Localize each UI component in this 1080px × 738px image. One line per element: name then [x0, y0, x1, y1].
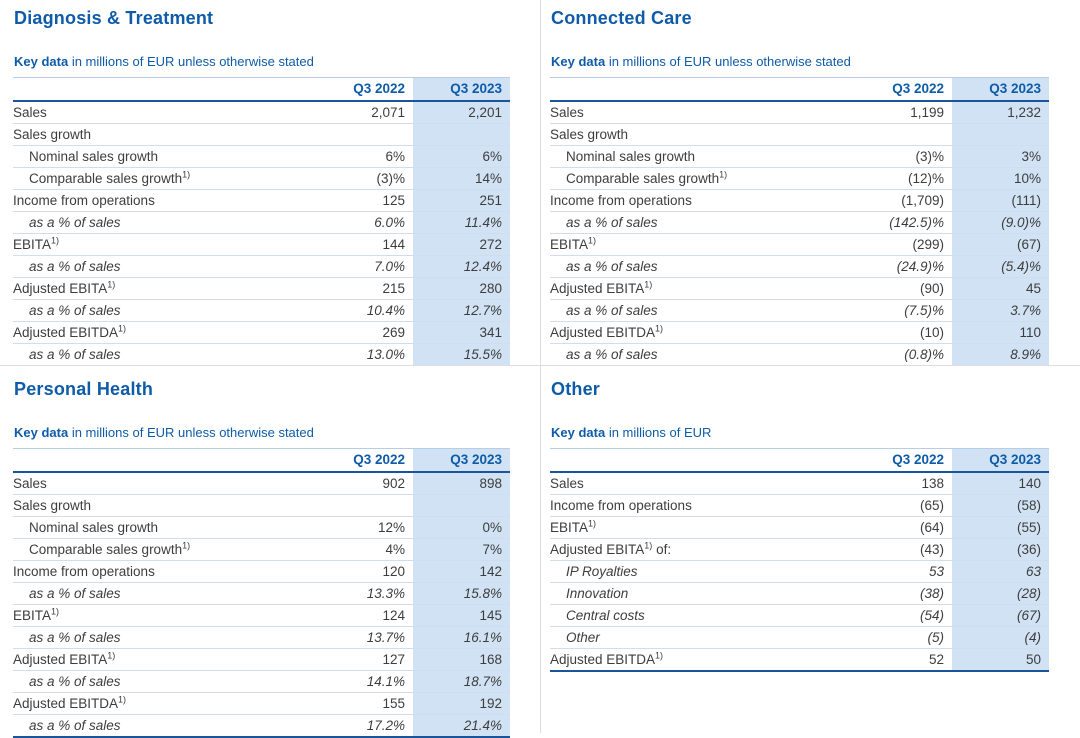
value-q3-2023: 192	[413, 693, 510, 715]
label-column-header	[13, 78, 325, 102]
key-data-caption	[551, 54, 1049, 69]
row-label: Nominal sales growth	[13, 146, 325, 168]
value-q3-2022: (64)	[864, 517, 952, 539]
table-row	[550, 561, 1049, 583]
value-q3-2023: 280	[413, 278, 510, 300]
value-q3-2022: (24.9)%	[864, 256, 952, 278]
key-data-units: in millions of EUR unless otherwise stated	[68, 54, 314, 69]
value-q3-2022: (3)%	[864, 146, 952, 168]
footnote-marker: 1)	[51, 235, 60, 246]
table-row	[13, 124, 510, 146]
value-q3-2022: 144	[325, 234, 413, 256]
row-label: as a % of sales	[13, 300, 325, 322]
row-label: IP Royalties	[550, 561, 864, 583]
label-column-header	[13, 449, 325, 473]
value-q3-2023: 145	[413, 605, 510, 627]
section-title: Other	[551, 379, 601, 399]
value-q3-2023: (67)	[952, 605, 1049, 627]
value-q3-2022: (12)%	[864, 168, 952, 190]
key-data-table	[550, 77, 1049, 367]
value-q3-2022	[325, 124, 413, 146]
table-row	[13, 561, 510, 583]
value-q3-2023: (55)	[952, 517, 1049, 539]
value-q3-2022: (90)	[864, 278, 952, 300]
key-data-units: in millions of EUR unless otherwise stated	[605, 54, 851, 69]
footnote-marker: 1)	[107, 650, 116, 661]
table-row	[550, 583, 1049, 605]
value-q3-2023: 110	[952, 322, 1049, 344]
value-q3-2023: 45	[952, 278, 1049, 300]
row-label: Sales growth	[550, 124, 864, 146]
row-label: Comparable sales growth$^{1)}$	[550, 168, 864, 190]
footnote-marker: 1)	[118, 323, 127, 334]
value-q3-2022: (142.5)%	[864, 212, 952, 234]
table-row	[13, 168, 510, 190]
value-q3-2022: 52	[864, 649, 952, 672]
table-row	[13, 190, 510, 212]
value-q3-2023: 10%	[952, 168, 1049, 190]
value-q3-2023: 341	[413, 322, 510, 344]
value-q3-2022: (65)	[864, 495, 952, 517]
table-row	[13, 539, 510, 561]
value-q3-2022	[325, 495, 413, 517]
key-data-table	[550, 448, 1049, 672]
value-q3-2022: 138	[864, 472, 952, 495]
row-label: Adjusted EBITA$^{1)}$	[13, 649, 325, 671]
row-label: Income from operations	[550, 495, 864, 517]
table-row	[550, 278, 1049, 300]
row-label: EBITA$^{1)}$	[13, 234, 325, 256]
row-label: EBITA$^{1)}$	[550, 517, 864, 539]
value-q3-2022: 10.4%	[325, 300, 413, 322]
value-q3-2023: 21.4%	[413, 715, 510, 738]
key-data-caption	[14, 425, 510, 440]
value-q3-2023: 3.7%	[952, 300, 1049, 322]
value-q3-2022	[864, 124, 952, 146]
value-q3-2023: 7%	[413, 539, 510, 561]
row-label: Adjusted EBITDA$^{1)}$	[13, 693, 325, 715]
key-data-table	[13, 448, 510, 738]
footnote-marker: 1)	[51, 606, 60, 617]
table-row	[13, 583, 510, 605]
table-row	[550, 605, 1049, 627]
value-q3-2022: 215	[325, 278, 413, 300]
footnote-marker: 1)	[182, 169, 191, 180]
key-data-units: in millions of EUR unless otherwise stated	[68, 425, 314, 440]
row-label: as a % of sales	[13, 627, 325, 649]
row-label: Nominal sales growth	[13, 517, 325, 539]
footnote-marker: 1)	[644, 279, 653, 290]
value-q3-2022: (299)	[864, 234, 952, 256]
value-q3-2022: 13.3%	[325, 583, 413, 605]
key-data-label: Key data	[551, 54, 606, 69]
row-label: EBITA$^{1)}$	[13, 605, 325, 627]
row-label: as a % of sales	[550, 212, 864, 234]
value-q3-2022: (7.5)%	[864, 300, 952, 322]
value-q3-2023: 50	[952, 649, 1049, 672]
table-row	[550, 322, 1049, 344]
column-header-q3-2022: Q3 2022	[864, 78, 952, 102]
table-row	[13, 344, 510, 367]
table-row	[550, 212, 1049, 234]
footnote-marker: 1)	[588, 518, 597, 529]
value-q3-2022: (38)	[864, 583, 952, 605]
table-row	[550, 234, 1049, 256]
value-q3-2022: 1,199	[864, 101, 952, 124]
footnote-marker: 1)	[107, 279, 116, 290]
row-label: Sales	[550, 472, 864, 495]
key-data-label: Key data	[551, 425, 606, 440]
key-data-table	[13, 77, 510, 367]
row-label: Adjusted EBITA$^{1)}$ of:	[550, 539, 864, 561]
value-q3-2022: (5)	[864, 627, 952, 649]
row-label: Income from operations	[13, 190, 325, 212]
footnote-marker: 1)	[655, 650, 664, 661]
column-header-q3-2023: Q3 2023	[413, 78, 510, 102]
row-label: as a % of sales	[13, 256, 325, 278]
row-label: Central costs	[550, 605, 864, 627]
value-q3-2022: 17.2%	[325, 715, 413, 738]
value-q3-2023: 8.9%	[952, 344, 1049, 367]
table-row	[13, 322, 510, 344]
footnote-marker: 1)	[655, 323, 664, 334]
key-data-units: in millions of EUR	[605, 425, 712, 440]
table-row	[13, 495, 510, 517]
row-label: as a % of sales	[13, 715, 325, 738]
table-row	[550, 300, 1049, 322]
footnote-marker: 1)	[588, 235, 597, 246]
row-label: Nominal sales growth	[550, 146, 864, 168]
row-label: EBITA$^{1)}$	[550, 234, 864, 256]
value-q3-2023: (111)	[952, 190, 1049, 212]
row-label: as a % of sales	[550, 256, 864, 278]
footnote-marker: 1)	[719, 169, 728, 180]
footnote-marker: 1)	[182, 540, 191, 551]
table-row	[550, 517, 1049, 539]
value-q3-2023: (9.0)%	[952, 212, 1049, 234]
value-q3-2023: (28)	[952, 583, 1049, 605]
value-q3-2023: 12.4%	[413, 256, 510, 278]
table-row	[550, 495, 1049, 517]
value-q3-2022: (1,709)	[864, 190, 952, 212]
column-header-q3-2023: Q3 2023	[952, 449, 1049, 473]
value-q3-2022: 155	[325, 693, 413, 715]
value-q3-2023	[413, 124, 510, 146]
value-q3-2023: 140	[952, 472, 1049, 495]
label-column-header	[550, 78, 864, 102]
row-label: Adjusted EBITDA$^{1)}$	[550, 322, 864, 344]
row-label: Sales	[550, 101, 864, 124]
table-header-row	[550, 449, 1049, 473]
table-row	[550, 101, 1049, 124]
table-row	[550, 344, 1049, 367]
table-row	[13, 234, 510, 256]
table-row	[13, 693, 510, 715]
table-header-row	[13, 78, 510, 102]
value-q3-2023: (36)	[952, 539, 1049, 561]
table-row	[550, 256, 1049, 278]
row-label: Income from operations	[550, 190, 864, 212]
value-q3-2022: 269	[325, 322, 413, 344]
value-q3-2022: (10)	[864, 322, 952, 344]
row-label: Comparable sales growth$^{1)}$	[13, 168, 325, 190]
row-label: as a % of sales	[13, 212, 325, 234]
key-data-caption	[14, 54, 510, 69]
table-row	[550, 472, 1049, 495]
value-q3-2023: 1,232	[952, 101, 1049, 124]
table-header-row	[13, 449, 510, 473]
value-q3-2023: 16.1%	[413, 627, 510, 649]
row-label: Adjusted EBITDA$^{1)}$	[550, 649, 864, 672]
section-title: Diagnosis & Treatment	[14, 8, 214, 28]
value-q3-2023: (5.4)%	[952, 256, 1049, 278]
table-row	[13, 472, 510, 495]
value-q3-2023: (4)	[952, 627, 1049, 649]
table-row	[13, 146, 510, 168]
value-q3-2022: 4%	[325, 539, 413, 561]
row-label: as a % of sales	[13, 583, 325, 605]
row-label: Other	[550, 627, 864, 649]
value-q3-2022: 7.0%	[325, 256, 413, 278]
value-q3-2022: 14.1%	[325, 671, 413, 693]
value-q3-2022: (54)	[864, 605, 952, 627]
row-label: Sales growth	[13, 124, 325, 146]
row-label: Sales growth	[13, 495, 325, 517]
value-q3-2023: 6%	[413, 146, 510, 168]
table-row	[550, 627, 1049, 649]
value-q3-2023: 2,201	[413, 101, 510, 124]
table-row	[550, 168, 1049, 190]
column-header-q3-2022: Q3 2022	[325, 78, 413, 102]
value-q3-2022: 125	[325, 190, 413, 212]
value-q3-2023: 168	[413, 649, 510, 671]
value-q3-2022: (3)%	[325, 168, 413, 190]
table-row	[13, 278, 510, 300]
table-row	[13, 256, 510, 278]
footnote-marker: 1)	[644, 540, 653, 551]
value-q3-2023	[413, 495, 510, 517]
value-q3-2023: 3%	[952, 146, 1049, 168]
row-label: Adjusted EBITDA$^{1)}$	[13, 322, 325, 344]
value-q3-2022: 2,071	[325, 101, 413, 124]
row-label: Income from operations	[13, 561, 325, 583]
value-q3-2022: 127	[325, 649, 413, 671]
value-q3-2022: 6%	[325, 146, 413, 168]
value-q3-2022: (0.8)%	[864, 344, 952, 367]
value-q3-2023: 251	[413, 190, 510, 212]
row-label: as a % of sales	[550, 300, 864, 322]
value-q3-2023: 12.7%	[413, 300, 510, 322]
value-q3-2023: 898	[413, 472, 510, 495]
table-row	[13, 627, 510, 649]
row-label: as a % of sales	[13, 344, 325, 367]
table-row	[13, 649, 510, 671]
footnote-marker: 1)	[118, 694, 127, 705]
table-row	[13, 605, 510, 627]
row-label: as a % of sales	[13, 671, 325, 693]
section-title: Connected Care	[551, 8, 692, 28]
value-q3-2022: 13.0%	[325, 344, 413, 367]
table-row	[550, 124, 1049, 146]
value-q3-2022: 12%	[325, 517, 413, 539]
table-row	[550, 190, 1049, 212]
table-row	[13, 300, 510, 322]
table-header-row	[550, 78, 1049, 102]
table-row	[550, 649, 1049, 672]
table-row	[550, 539, 1049, 561]
column-header-q3-2022: Q3 2022	[864, 449, 952, 473]
column-header-q3-2023: Q3 2023	[952, 78, 1049, 102]
key-data-label: Key data	[14, 54, 69, 69]
row-label: Adjusted EBITA$^{1)}$	[550, 278, 864, 300]
column-header-q3-2022: Q3 2022	[325, 449, 413, 473]
value-q3-2023: 11.4%	[413, 212, 510, 234]
value-q3-2023: 18.7%	[413, 671, 510, 693]
row-label: Sales	[13, 101, 325, 124]
key-data-caption	[551, 425, 1049, 440]
table-row	[13, 715, 510, 738]
table-row	[13, 101, 510, 124]
table-row	[13, 517, 510, 539]
value-q3-2023: 14%	[413, 168, 510, 190]
table-row	[13, 671, 510, 693]
value-q3-2022: 124	[325, 605, 413, 627]
value-q3-2023: 0%	[413, 517, 510, 539]
value-q3-2023: 15.5%	[413, 344, 510, 367]
row-label: as a % of sales	[550, 344, 864, 367]
value-q3-2022: 13.7%	[325, 627, 413, 649]
value-q3-2022: 53	[864, 561, 952, 583]
section-diagnosis-treatment	[0, 0, 540, 365]
row-label: Innovation	[550, 583, 864, 605]
value-q3-2023: 272	[413, 234, 510, 256]
column-header-q3-2023: Q3 2023	[413, 449, 510, 473]
row-label: Comparable sales growth$^{1)}$	[13, 539, 325, 561]
value-q3-2022: 902	[325, 472, 413, 495]
section-personal-health	[0, 365, 540, 733]
section-connected-care	[540, 0, 1080, 365]
value-q3-2023	[952, 124, 1049, 146]
row-label: Sales	[13, 472, 325, 495]
value-q3-2023: (58)	[952, 495, 1049, 517]
value-q3-2023: 15.8%	[413, 583, 510, 605]
value-q3-2022: 120	[325, 561, 413, 583]
table-row	[13, 212, 510, 234]
section-other	[540, 365, 1080, 733]
key-data-label: Key data	[14, 425, 69, 440]
row-label: Adjusted EBITA$^{1)}$	[13, 278, 325, 300]
value-q3-2023: (67)	[952, 234, 1049, 256]
label-column-header	[550, 449, 864, 473]
value-q3-2022: 6.0%	[325, 212, 413, 234]
value-q3-2022: (43)	[864, 539, 952, 561]
section-title: Personal Health	[14, 379, 154, 399]
table-row	[550, 146, 1049, 168]
value-q3-2023: 142	[413, 561, 510, 583]
value-q3-2023: 63	[952, 561, 1049, 583]
